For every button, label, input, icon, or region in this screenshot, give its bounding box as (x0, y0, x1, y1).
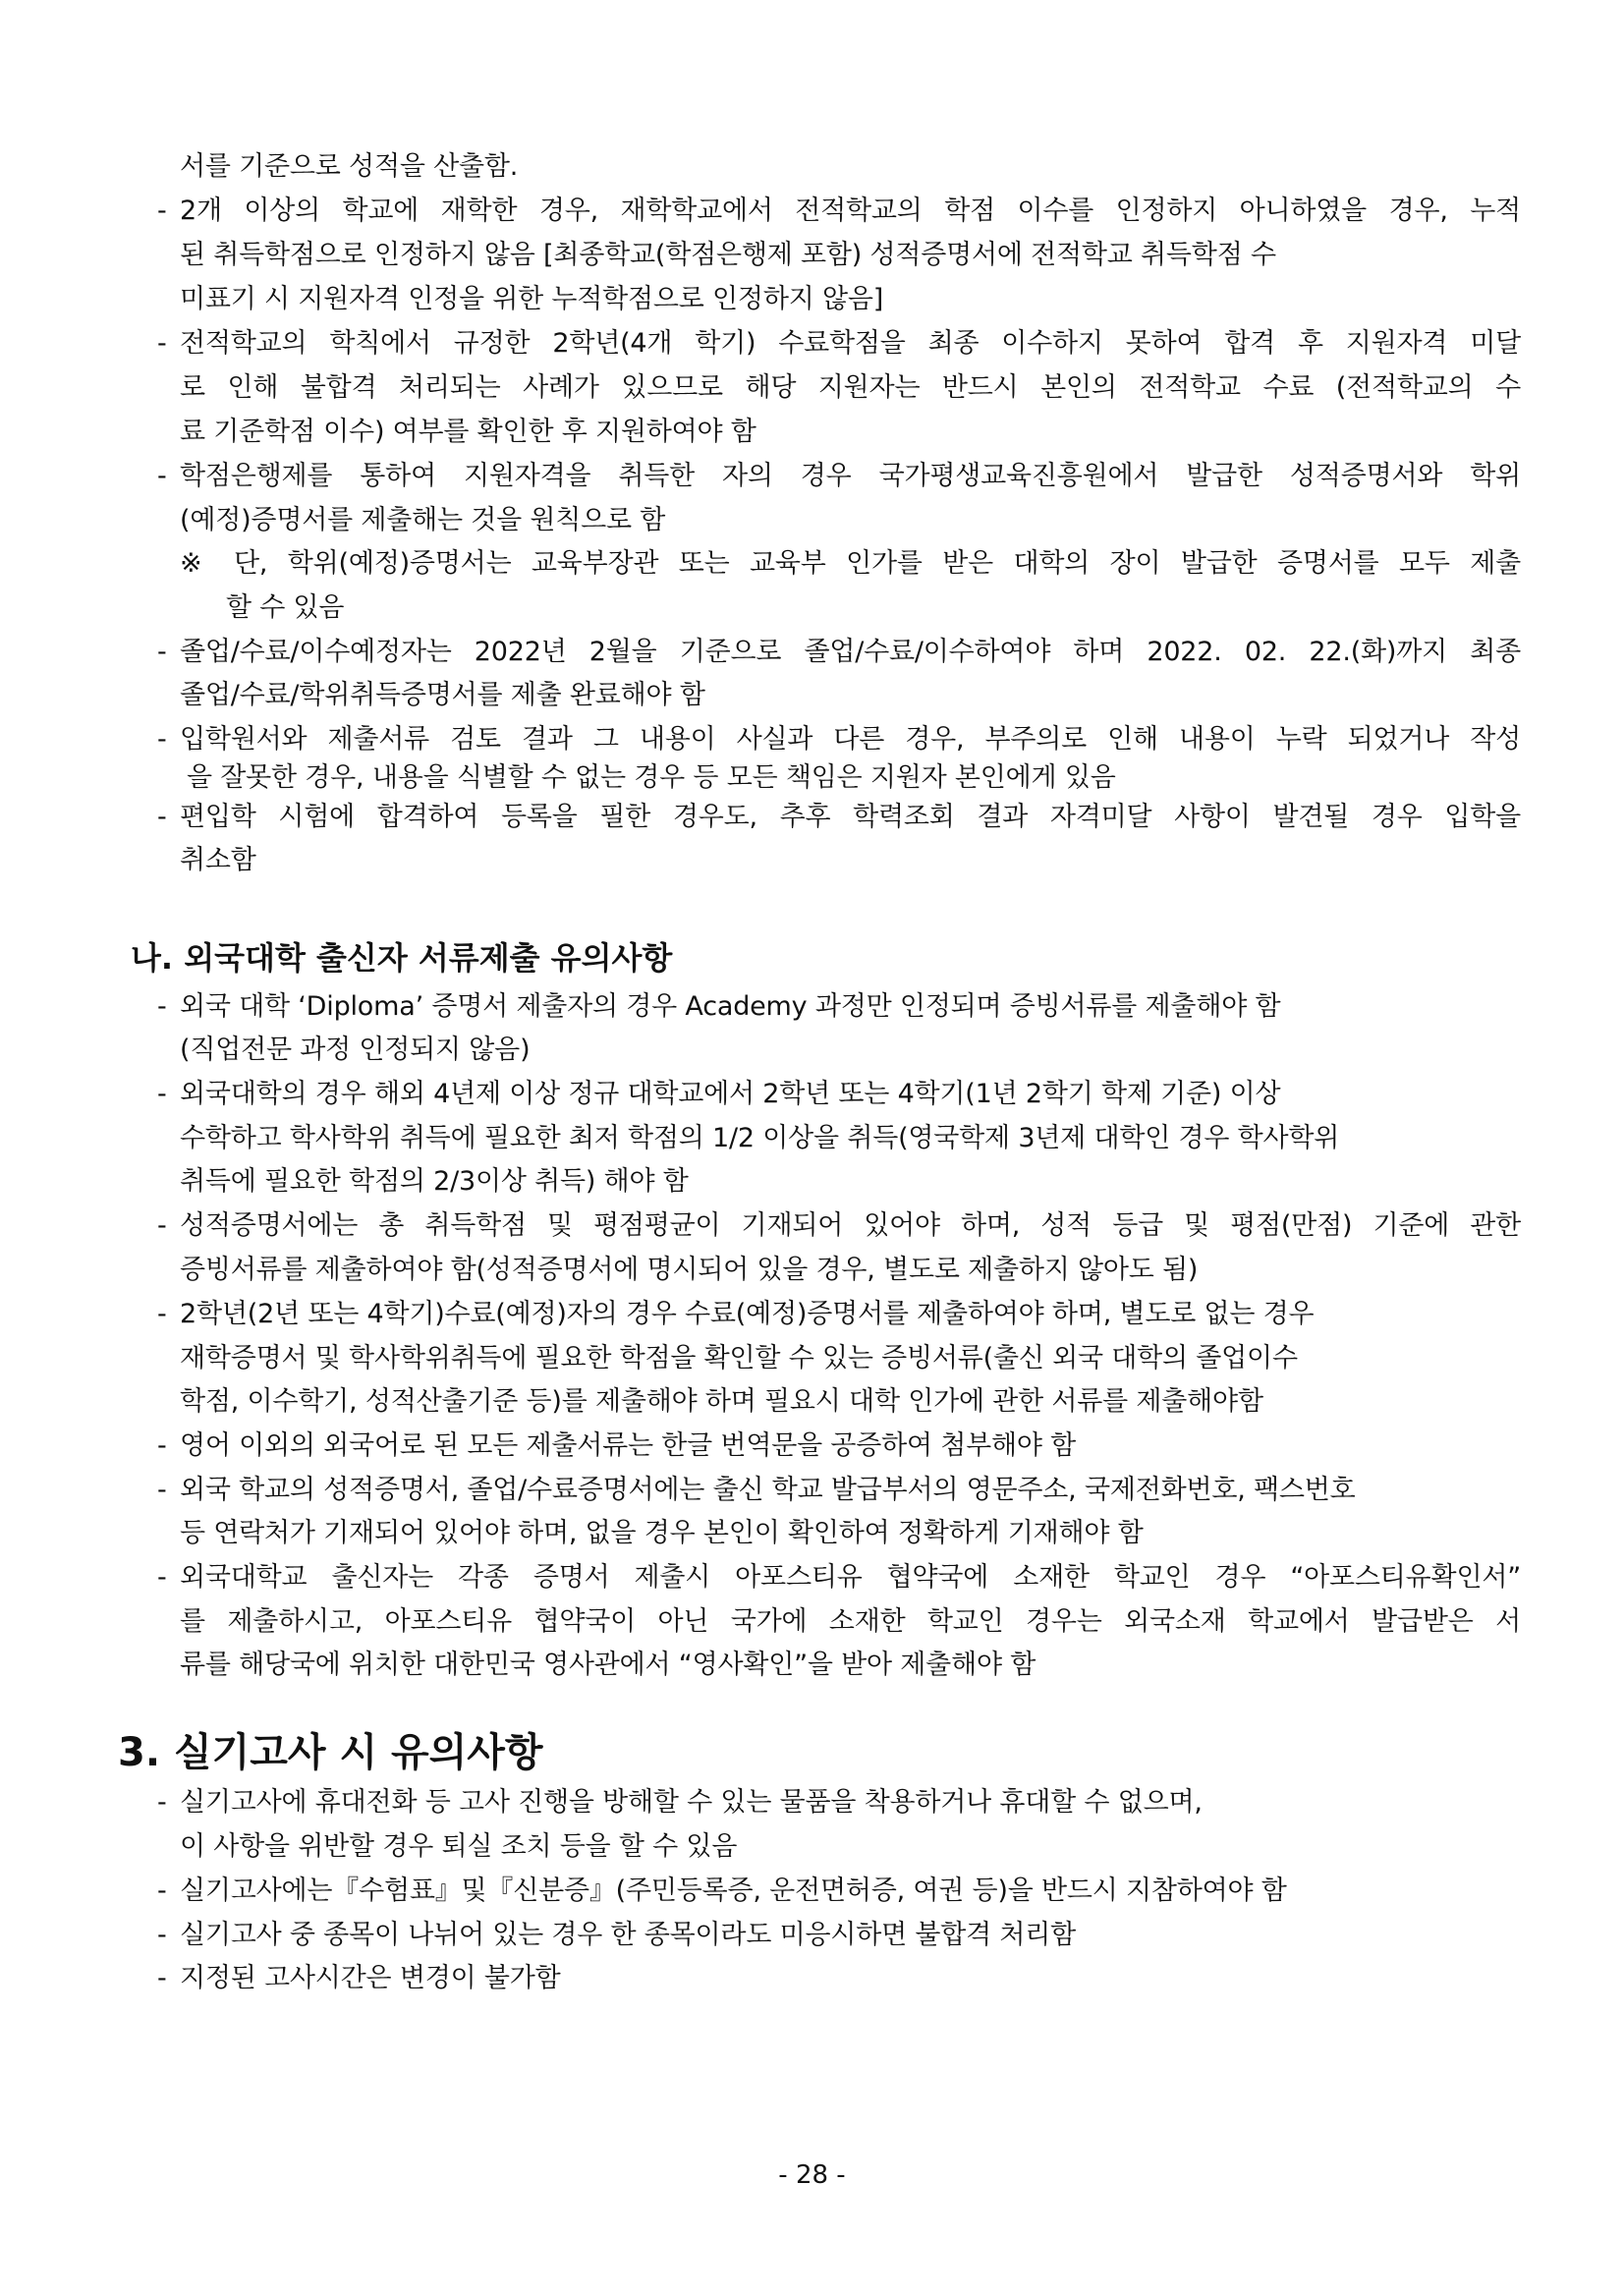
bullet-dash: - (157, 1562, 167, 1593)
text-line: 서를 기준으로 성적을 산출함. (180, 151, 519, 182)
text-line: 지정된 고사시간은 변경이 불가함 (180, 1963, 561, 1993)
text-line: 편입학 시험에 합격하여 등록을 필한 경우도, 추후 학력조회 결과 자격미달 사항이 발견될 경우 입학을 (180, 802, 1521, 832)
bullet-dash: - (157, 1920, 167, 1950)
text-line: 수학하고 학사학위 취득에 필요한 최저 학점의 1/2 이상을 취득(영국학제 3년제 대학인 경우 학사학위 (180, 1123, 1340, 1153)
text-line: 실기고사에는『수험표』및『신분증』(주민등록증, 운전면허증, 여권 등)을 반드시 지참하여야 함 (180, 1876, 1287, 1906)
bullet-dash: - (157, 1430, 167, 1461)
text-line: 영어 이외의 외국어로 된 모든 제출서류는 한글 번역문을 공증하여 첨부해야 함 (180, 1430, 1077, 1461)
text-line: 입학원서와 제출서류 검토 결과 그 내용이 사실과 다른 경우, 부주의로 인해 내용이 누락 되었거나 작성 (180, 724, 1521, 755)
text-line: 학점, 이수학기, 성적산출기준 등)를 제출해야 하며 필요시 대학 인가에 관한 서류를 제출해야함 (180, 1386, 1263, 1417)
bullet-dash: - (157, 637, 167, 667)
bullet-dash: - (157, 1876, 167, 1906)
bullet-dash: - (157, 724, 167, 755)
text-line: (직업전문 과정 인정되지 않음) (180, 1035, 531, 1065)
bullet-dash: - (157, 802, 167, 832)
text-line: 외국대학의 경우 해외 4년제 이상 정규 대학교에서 2학년 또는 4학기(1년 2학기 학제 기준) 이상 (180, 1079, 1281, 1109)
text-line: 류를 해당국에 위치한 대한민국 영사관에서 “영사확인”을 받아 제출해야 함 (180, 1650, 1036, 1680)
section-heading: 3. 실기고사 시 유의사항 (118, 1730, 543, 1775)
text-line: 이 사항을 위반할 경우 퇴실 조치 등을 할 수 있음 (180, 1831, 738, 1862)
bullet-dash: - (157, 196, 167, 226)
text-line: 를 제출하시고, 아포스티유 협약국이 아닌 국가에 소재한 학교인 경우는 외국소재 학교에서 발급받은 서 (180, 1606, 1521, 1637)
text-line: 2학년(2년 또는 4학기)수료(예정)자의 경우 수료(예정)증명서를 제출하여야 하며, 별도로 없는 경우 (180, 1299, 1315, 1329)
bullet-dash: - (157, 991, 167, 1022)
text-line: 2개 이상의 학교에 재학한 경우, 재학학교에서 전적학교의 학점 이수를 인정하지 아니하였을 경우, 누적 (180, 196, 1521, 226)
text-line: 외국 대학 ‘Diploma’ 증명서 제출자의 경우 Academy 과정만 인정되며 증빙서류를 제출해야 함 (180, 991, 1281, 1022)
bullet-dash: - (157, 1079, 167, 1109)
text-line: 외국 학교의 성적증명서, 졸업/수료증명서에는 출신 학교 발급부서의 영문주소, 국제전화번호, 팩스번호 (180, 1475, 1356, 1505)
bullet-dash: - (157, 461, 167, 491)
text-line: 실기고사 중 종목이 나뉘어 있는 경우 한 종목이라도 미응시하면 불합격 처리함 (180, 1920, 1077, 1950)
note-line: 할 수 있음 (226, 592, 345, 623)
text-line: 외국대학교 출신자는 각종 증명서 제출시 아포스티유 협약국에 소재한 학교인 경우 “아포스티유확인서” (180, 1562, 1521, 1593)
text-line: 성적증명서에는 총 취득학점 및 평점평균이 기재되어 있어야 하며, 성적 등급 및 평점(만점) 기준에 관한 (180, 1210, 1521, 1241)
text-line: 취득에 필요한 학점의 2/3이상 취득) 해야 함 (180, 1166, 689, 1197)
bullet-dash: - (157, 1475, 167, 1505)
text-line: 전적학교의 학칙에서 규정한 2학년(4개 학기) 수료학점을 최종 이수하지 못하여 합격 후 지원자격 미달 (180, 328, 1521, 359)
text-line: 졸업/수료/학위취득증명서를 제출 완료해야 함 (180, 680, 705, 710)
text-line: 을 잘못한 경우, 내용을 식별할 수 없는 경우 등 모든 책임은 지원자 본인에게 있음 (187, 762, 1116, 793)
bullet-dash: - (157, 328, 167, 359)
text-line: 로 인해 불합격 처리되는 사례가 있으므로 해당 지원자는 반드시 본인의 전적학교 수료 (전적학교의 수 (180, 372, 1521, 403)
text-line: (예정)증명서를 제출해는 것을 원칙으로 함 (180, 505, 666, 535)
text-line: 취소함 (180, 845, 256, 875)
text-line: 증빙서류를 제출하여야 함(성적증명서에 명시되어 있을 경우, 별도로 제출하지 않아도 됨) (180, 1255, 1199, 1285)
note-line: ※ 단, 학위(예정)증명서는 교육부장관 또는 교육부 인가를 받은 대학의 장이 발급한 증명서를 모두 제출 (180, 548, 1521, 579)
bullet-dash: - (157, 1963, 167, 1993)
bullet-dash: - (157, 1210, 167, 1241)
text-line: 졸업/수료/이수예정자는 2022년 2월을 기준으로 졸업/수료/이수하여야 하며 2022. 02. 22.(화)까지 최종 (180, 637, 1521, 667)
text-line: 된 취득학점으로 인정하지 않음 [최종학교(학점은행제 포함) 성적증명서에 전적학교 취득학점 수 (180, 240, 1276, 270)
bullet-dash: - (157, 1299, 167, 1329)
text-line: 실기고사에 휴대전화 등 고사 진행을 방해할 수 있는 물품을 착용하거나 휴대할 수 없으며, (180, 1787, 1203, 1818)
text-line: 등 연락처가 기재되어 있어야 하며, 없을 경우 본인이 확인하여 정확하게 기재해야 함 (180, 1518, 1144, 1548)
bullet-dash: - (157, 1787, 167, 1818)
text-line: 학점은행제를 통하여 지원자격을 취득한 자의 경우 국가평생교육진흥원에서 발급한 성적증명서와 학위 (180, 461, 1521, 491)
page-number: - 28 - (778, 2160, 846, 2190)
text-line: 재학증명서 및 학사학위취득에 필요한 학점을 확인할 수 있는 증빙서류(출신 외국 대학의 졸업이수 (180, 1343, 1298, 1373)
text-line: 미표기 시 지원자격 인정을 위한 누적학점으로 인정하지 않음] (180, 284, 884, 314)
section-heading: 나. 외국대학 출신자 서류제출 유의사항 (131, 939, 673, 977)
text-line: 료 기준학점 이수) 여부를 확인한 후 지원하여야 함 (180, 417, 756, 447)
